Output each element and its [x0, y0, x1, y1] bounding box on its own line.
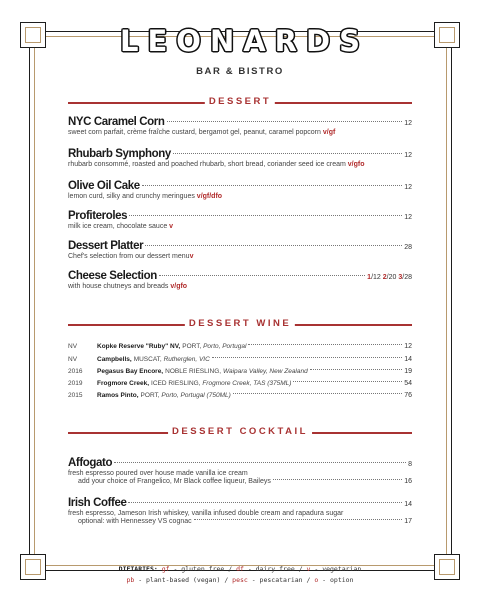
item-desc: Chef's selection from our dessert menu: [68, 253, 190, 260]
section-header-cocktail: DESSERT COCKTAIL: [68, 426, 412, 438]
item-name: Dessert Platter: [68, 240, 144, 252]
brand-subtitle: BAR & BISTRO: [196, 66, 284, 77]
menu-item: Irish Coffee 14 fresh espresso, Jameson Irish whiskey, vanilla infused double cream and rapadura sugar optional: with Hennessey VS cognac 17: [68, 497, 412, 525]
menu-item: [68, 240, 412, 260]
menu-item: [68, 210, 412, 230]
item-desc: fresh espresso poured over house made vanilla ice cream: [68, 470, 248, 477]
dietary-legend: DIETARIES: gf - gluten free / df - dairy free / v - vegetarian: [118, 565, 362, 573]
item-desc: fresh espresso, Jameson Irish whiskey, vanilla infused double cream and rapadura sugar: [68, 510, 344, 517]
item-name: Cheese Selection: [68, 270, 157, 282]
item-desc: lemon curd, silky and crunchy meringues: [68, 193, 195, 200]
section-header-dessert: DESSERT: [68, 96, 412, 108]
section-header-wine: DESSERT WINE: [68, 318, 412, 330]
wine-row: 2015 Ramos Pinto, PORT, Porto, Portugal (750ML) 76: [68, 392, 412, 399]
dietary-legend: pb - plant-based (vegan) / pesc - pescatarian / o - option: [126, 576, 354, 584]
item-desc: rhubarb consommé, roasted and poached rhubarb, short bread, coriander seed ice cream: [68, 161, 346, 168]
item-name: Rhubarb Symphony: [68, 148, 171, 160]
dietary-tag: v/gfo: [170, 283, 188, 290]
item-option: add your choice of Frangelico, Mr Black coffee liqueur, Baileys: [78, 478, 271, 485]
item-option: optional: with Hennessey VS cognac: [78, 518, 192, 525]
menu-item: [68, 116, 412, 136]
item-price: 12: [404, 152, 412, 159]
wine-row: 2016 Pegasus Bay Encore, NOBLE RIESLING, Waipara Valley, New Zealand 19: [68, 368, 412, 375]
dietary-tag: v/gf: [322, 129, 336, 136]
menu-item: [68, 148, 412, 168]
item-name: Profiteroles: [68, 210, 128, 222]
dietary-tag: v: [169, 223, 174, 230]
item-price: 28: [404, 244, 412, 251]
item-name: Olive Oil Cake: [68, 180, 140, 192]
wine-row: NV Kopke Reserve "Ruby" NV, PORT, Porto, Portugal 12: [68, 343, 412, 350]
menu-item: [68, 180, 412, 200]
wine-row: NV Campbells, MUSCAT, Rutherglen, VIC 14: [68, 356, 412, 363]
brand-logo: LEONARDS: [120, 24, 369, 58]
item-price: 12: [404, 184, 412, 191]
item-desc: milk ice cream, chocolate sauce: [68, 223, 168, 230]
item-name: Irish Coffee: [68, 497, 127, 509]
item-price: 8: [408, 461, 412, 468]
item-name: NYC Caramel Corn: [68, 116, 165, 128]
item-price: 1/12 2/20 3/28: [367, 274, 412, 281]
dietary-tag: v: [189, 253, 194, 260]
item-desc: sweet corn parfait, crème fraîche custard, bergamot gel, peanut, caramel popcorn: [68, 129, 321, 136]
item-name: Affogato: [68, 457, 113, 469]
dietary-tag: v/gfo: [347, 161, 365, 168]
item-desc: with house chutneys and breads: [68, 283, 169, 290]
dietary-tag: v/gf/dfo: [196, 193, 223, 200]
menu-item: [68, 270, 412, 290]
wine-row: 2019 Frogmore Creek, ICED RIESLING, Frogmore Creek, TAS (375ML) 54: [68, 380, 412, 387]
item-price: 14: [404, 501, 412, 508]
item-price: 12: [404, 214, 412, 221]
menu-item: Affogato 8 fresh espresso poured over house made vanilla ice cream add your choice of Frangelico, Mr Black coffee liqueur, Baileys 16: [68, 457, 412, 485]
item-price: 12: [404, 120, 412, 127]
